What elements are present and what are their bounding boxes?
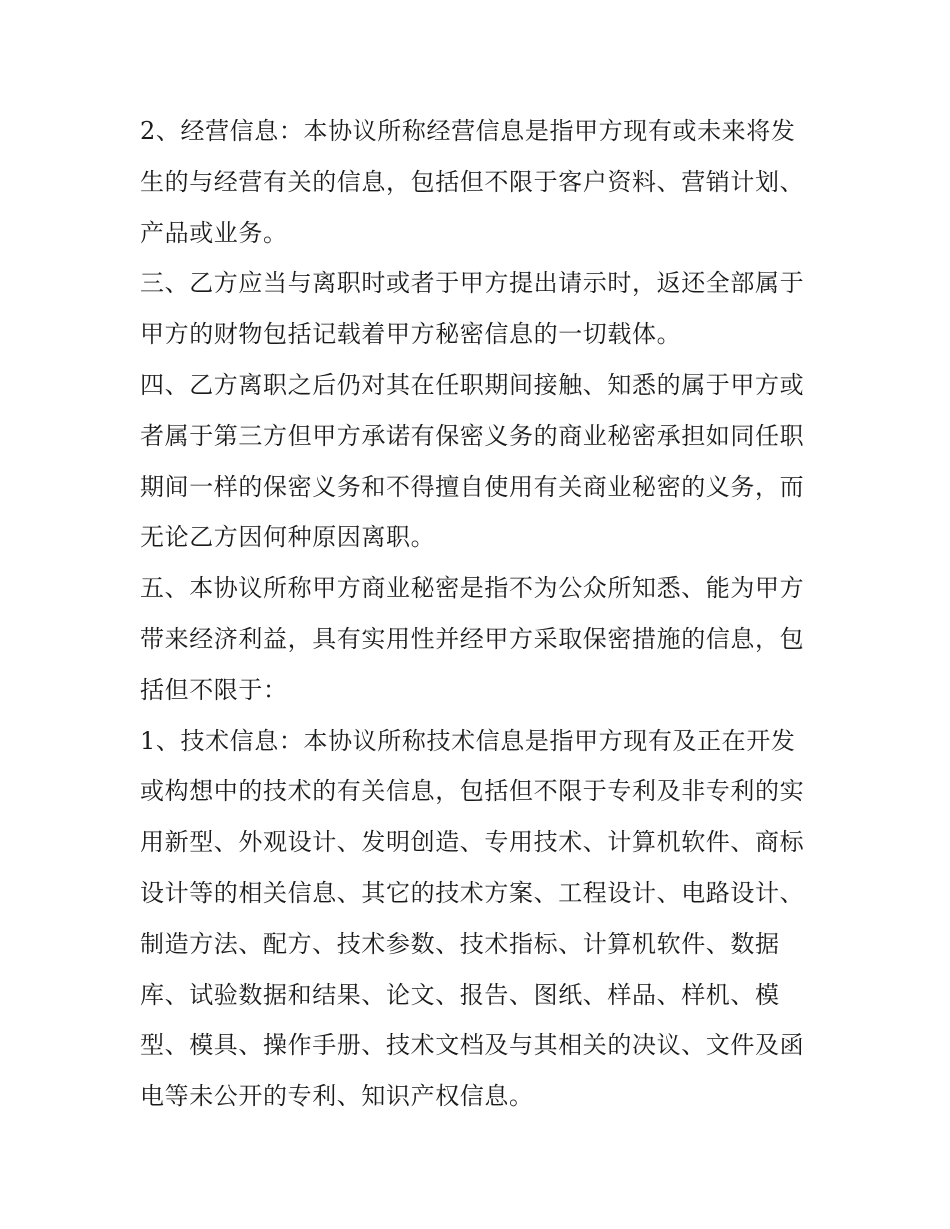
text-line: 或构想中的技术的有关信息，包括但不限于专利及非专利的实: [140, 777, 805, 806]
text-line: 带来经济利益，具有实用性并经甲方采取保密措施的信息，包: [140, 624, 805, 653]
text-line: 无论乙方因何种原因离职。: [140, 523, 436, 552]
text-line: 三、乙方应当与离职时或者于甲方提出请示时，返还全部属于: [140, 269, 805, 298]
text-line: 产品或业务。: [140, 218, 288, 247]
text-line: 括但不限于：: [140, 675, 288, 704]
text-line: 甲方的财物包括记载着甲方秘密信息的一切载体。: [140, 320, 682, 349]
text-line: 2、经营信息：本协议所称经营信息是指甲方现有或未来将发: [140, 117, 796, 145]
text-line: 设计等的相关信息、其它的技术方案、工程设计、电路设计、: [140, 878, 805, 907]
document-body: [140, 106, 820, 1122]
text-line: 四、乙方离职之后仍对其在任职期间接触、知悉的属于甲方或: [140, 370, 805, 399]
text-line: 用新型、外观设计、发明创造、专用技术、计算机软件、商标: [140, 828, 805, 857]
text-line: 期间一样的保密义务和不得擅自使用有关商业秘密的义务，而: [140, 472, 805, 501]
text-line: 制造方法、配方、技术参数、技术指标、计算机软件、数据: [140, 929, 780, 958]
text-line: 1、技术信息：本协议所称技术信息是指甲方现有及正在开发: [140, 726, 796, 755]
text-line: 库、试验数据和结果、论文、报告、图纸、样品、样机、模: [140, 980, 780, 1009]
text-line: 者属于第三方但甲方承诺有保密义务的商业秘密承担如同任职: [140, 421, 805, 450]
text-line: 型、模具、操作手册、技术文档及与其相关的决议、文件及函: [140, 1031, 805, 1060]
text-line: 电等未公开的专利、知识产权信息。: [140, 1082, 534, 1111]
text-line: 生的与经营有关的信息，包括但不限于客户资料、营销计划、: [140, 167, 805, 196]
text-line: 五、本协议所称甲方商业秘密是指不为公众所知悉、能为甲方: [140, 574, 805, 603]
